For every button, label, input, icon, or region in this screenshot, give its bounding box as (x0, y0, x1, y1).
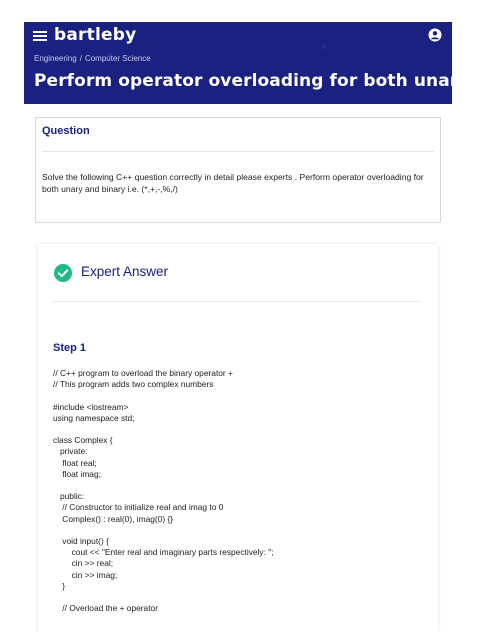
code-line: #include <iostream> (53, 401, 129, 412)
code-line: void input() { (53, 536, 109, 547)
expert-answer-heading: Expert Answer (81, 264, 169, 279)
page-title: Perform operator overloading for both unary ... (34, 71, 495, 91)
code-line (53, 480, 423, 491)
code-line: public: (53, 491, 85, 502)
expert-answer-card (38, 244, 438, 632)
question-divider (42, 151, 434, 152)
check-circle-icon (54, 264, 72, 282)
code-line (53, 525, 423, 536)
question-heading: Question (42, 125, 90, 137)
code-line: cin >> imag; (53, 569, 118, 580)
breadcrumb-separator: / (79, 54, 82, 63)
code-line: cin >> real; (53, 558, 114, 569)
code-line: // Constructor to initialize real and imag to 0 (53, 502, 224, 513)
code-line (53, 390, 423, 401)
code-line: Complex() : real(0), imag(0) {} (53, 513, 174, 524)
code-line: // C++ program to overload the binary operator + (53, 368, 233, 378)
question-text: Solve the following C++ question correctly in detail please experts . Perform operator overloading for both unary and binary i.e. (*,+,-,%,/) (42, 172, 424, 194)
code-line: float imag; (53, 468, 101, 479)
site-header (24, 22, 495, 104)
user-account-icon[interactable] (428, 28, 442, 42)
code-line: private: (53, 446, 88, 457)
bartleby-logo[interactable]: bartleby (54, 25, 137, 45)
code-line: // Overload the + operator (53, 603, 158, 614)
code-line: float real; (53, 457, 97, 468)
breadcrumb (34, 54, 154, 63)
question-card (35, 117, 441, 223)
hamburger-menu-icon[interactable] (33, 29, 47, 43)
answer-divider (52, 301, 422, 302)
breadcrumb-computer-science[interactable]: Computer Science (84, 54, 151, 63)
code-line: cout << "Enter real and imaginary parts respectively: "; (53, 547, 274, 558)
code-line (53, 592, 423, 603)
code-block (53, 368, 423, 614)
step-label: Step 1 (53, 342, 87, 354)
breadcrumb-engineering[interactable]: Engineering (34, 54, 77, 63)
code-line: // This program adds two complex numbers (53, 379, 214, 390)
code-line: using namespace std; (53, 412, 135, 423)
code-line: class Complex { (53, 435, 113, 446)
code-line (53, 424, 423, 435)
code-line: } (53, 580, 66, 591)
